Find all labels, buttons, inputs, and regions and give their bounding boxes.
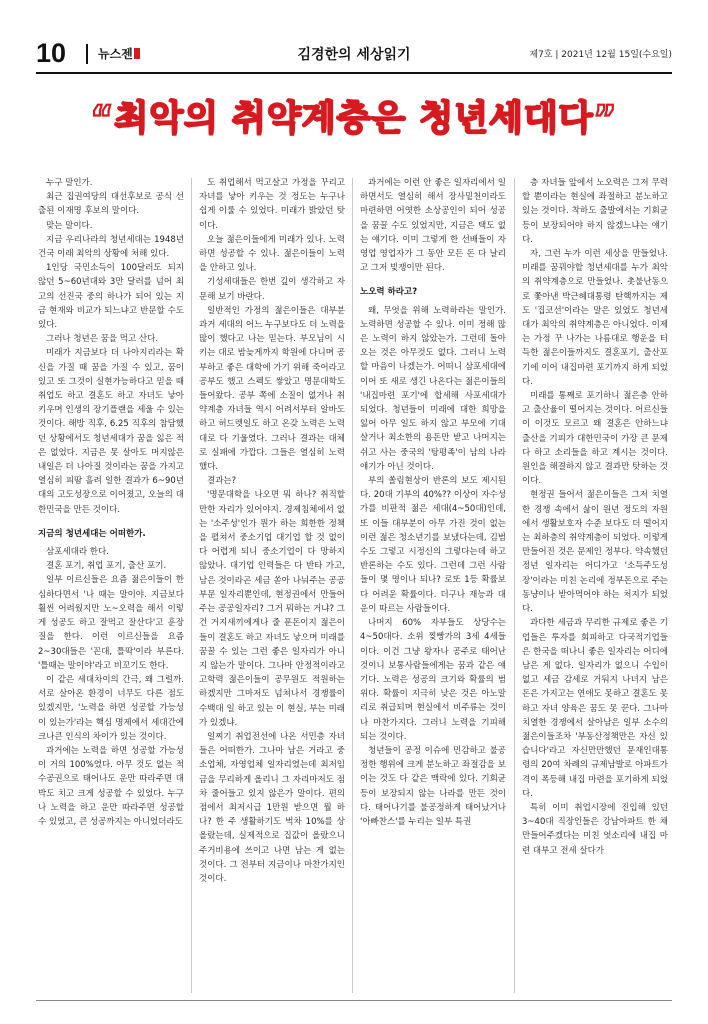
paragraph: 누구 말인가. [46, 178, 93, 188]
paragraph: 과다한 세금과 무리한 규제로 좋은 기업들은 투자를 회피하고 다국적기업들은 한국을 떠나니 좋은 일자리는 어디에 남은 게 없다. 일자리가 없으니 수입이 없고 세금 감세로 거둬지 나녀지 남은 돈은 가지고는 연애도 못하고 결혼도 못하고 자녀 양육은 꿈도 못 꾼다. 그나마 치열한 경쟁에서 살아남은 일부 소수의 젊은이들조차 '부동산정책만은 자신 있습니다'라고 자신만만했던 문재인대통령의 20여 차례의 규제남발로 아파트가격이 폭등해 내집 마련을 포기하게 되었다. [522, 618, 668, 799]
paragraph: 미래가 지금보다 더 나아지리라는 확신을 가질 때 꿈을 가질 수 있고, 꿈이 있고 또 그것이 실현가능하다고 믿을 때 취업도 하고 결혼도 하고 자녀도 낳아 키우며 인생의 장기플랜을 세울 수 있는 것이다. 해방 직후, 6.25 직후의 참담했던 상황에서도 청년세대가 꿈을 잃은 적은 없었다. 지금은 못 살아도 머지않은 내일은 더 나아질 것이라는 꿈을 가지고 열심히 피땀 흘려 일한 결과가 6~90년대의 고도성장으로 이어졌고, 오늘의 대한민국을 만든 것이다. [38, 348, 184, 515]
subheading: 지금의 청년세대는 어떠한가. [38, 528, 146, 539]
column-4 [522, 176, 668, 998]
paragraph: 최근 집권여당의 대선후보로 공식 선출된 이재명 후보의 말이다. [38, 192, 184, 217]
paragraph: 자, 그런 누가 이런 세상을 만들었나. 미래를 꿈꿔야할 청년세대를 누가 최악의 취약계층으로 만들었나. 촛불난동으로 쫓아낸 박근혜대통령 탄핵까지는 제도 '집코선'이라는 말은 있었도 청년세대가 최악의 취약계층은 아니었다. 이제는 가정 꾸 나가는 나름대로 행운을 터득한 젊은이들까지도 결혼포기, 출산포기에 이어 내집마련 포기까지 하게 되었다. [522, 249, 668, 387]
paragraph: 기성세대들은 한번 깊이 생각하고 자문해 보기 바란다. [199, 277, 345, 302]
subheading: 노오력 하라고? [360, 287, 418, 298]
section-title: 김경한의 세상읽기 [297, 47, 411, 63]
paragraph: 오늘 젊은이들에게 미래가 있나. 노력하면 성공할 수 있나. 젊은이들이 노력을 안하고 있나. [199, 234, 345, 274]
column-2 [199, 176, 345, 998]
paragraph: 삼포세대라 한다. [46, 547, 109, 558]
paragraph: 과거에는 이런 안 좋은 일자리에서 일하면서도 열심히 해서 장사밑천이라도 마련하면 어엿한 소상공인이 되어 성공을 꿈꿀 수도 있었지만, 지금은 택도 없는 얘기다. 이미 그렇게 한 선배들이 자영업 영업자가 그 동안 모든 돈 다 날리고 그저 빚쟁이만 된다. [360, 178, 506, 274]
paragraph: 층 자녀들 앞에서 노오력은 그저 무력할 뿐이라는 현실에 좌절하고 분노하고 있는 것이다. 착하도 출발에서는 기회균등이 보장되어야 하지 않겠느냐는 얘기다. [522, 178, 668, 245]
paragraph: 일부 이르신들은 요즘 젊은이들이 한심하다면서 '나 때는 말이야. 지금보다 훨씬 어려웠지만 노~오력을 해서 이렇게 성공도 하고 잘먹고 잘산다'고 훈장질을 한다. 이런 이르신들을 요즘 2~30대들은 '꼰대, 틀딱'이라 부른다. '틀때는 말이야'라고 비꼬기도 한다. [38, 575, 184, 671]
header-rule [36, 72, 672, 74]
paragraph: 그러나 청년은 꿈을 먹고 산다. [46, 334, 159, 345]
paragraph: 결과는? [207, 476, 237, 487]
paragraph: 지금 우리나라의 청년세대는 1948년 건국 이래 최악의 상황에 처해 있다. [38, 234, 184, 260]
headline: “최악의 취약계층은 청년세대다” [90, 99, 618, 139]
paragraph: 나머지 60% 자부들도 상당수는 4~50대다. 소위 찢빵가의 3세 4세들이다. 이건 그냥 왕자나 공주로 태어난 것이니 보통사람들에게는 꿈과 같은 얘기다. 노력은 성공의 크기와 확률의 범위다. 확률이 지극히 낮은 것은 아노말리로 취급되며 현실에서 비주류는 것이나 마찬가지다. 그러니 노력을 기피해 되는 것이다. [360, 618, 506, 742]
paragraph: 왜, 무엇을 위해 노력하라는 말인가. 노력하면 성공할 수 있나. 이미 정해 많은 노력이 하지 않았는가. 그런데 돌아오는 것은 아무것도 없다. 그러니 노력할 마음이 나겠는가. 어떠니 삼포세대에 이어 또 새로 생긴 나온다는 젊은이들의 '내집마련 포기'에 합세해 사포세대가 되었다. 청년들이 미래에 대한 희망을 잃어 아무 일도 하지 않고 부모에 기대 살거나 최소한의 용돈만 받고 나머지는 쉬고 사는 중국의 '탕평족'이 남의 나라 얘기가 아닌 것이다. [360, 305, 506, 472]
page-number: 10 [36, 38, 67, 68]
column-3 [360, 176, 506, 998]
paragraph: 현정권 들어서 젊은이들은 그저 치열한 경쟁 속에서 삶이 원년 정도의 자원에서 생활보호자 수준 보다도 더 떨어지는 최하층의 취약계층이 되었다. 이렇게 만들어진 것은 문제인 정부다. 약속했던 정년 일자리는 어디가고 '소득주도성장'이라는 미친 논리에 정부돈으로 주는 동냥이나 받아먹어야 하는 처지가 되었다. [522, 490, 668, 615]
paragraph: 맞는 말이다. [46, 220, 93, 231]
column-1 [38, 176, 184, 998]
paragraph: 일반적인 가정의 젊은이들은 대부분 과거 세대의 어느 누구보다도 더 노력을 많이 했다고 나는 믿는다. 부모님이 시키는 대로 밤늦게까지 학원에 다니며 공부하고 좋은 대학에 가기 위해 죽어라고 공부도 했고 스펙도 쌓았고 명문대학도 들어왔다. 공부 쪽에 소질이 없거나 취약계층 자녀들 역시 어려서부터 알바도 하고 허드렛일도 하고 온갖 노력은 노력대로 다 기울였다. 그러나 결과는 대체로 실패에 가깝다. 그들은 열심히 노력했다. [199, 305, 345, 473]
article-body [38, 176, 670, 998]
paragraph: 부의 쏠림현상이 반론의 보도 제시된다. 20대 기부의 40%?? 이상이 자수성가를 비판적 젊은 세대(4~50대)인데, 또 이들 대부분이 아무 가진 것이 없는 이런 젊은 청소년기를 보냈다는데, 김범수도 그렇고 시정신의 그렇다는데 하고 반론하는 수도 있다. 그런데 그런 사람들이 몇 명이나 되나? 로또 1등 확률보다 어려운 확률이다. 더구나 재능과 대운이 따르는 사람들이다. [360, 476, 506, 614]
paragraph: 이 같은 세대차이의 간극, 왜 그럴까. 서로 살아온 환경이 너무도 다른 점도 있겠지만, '노력을 하면 성공할 가능성이 있는가'라는 핵심 명제에서 세대간에 크나큰 인식의 차이가 있는 것이다. [38, 674, 184, 742]
paragraph: 특히 이미 취업시장에 진입해 있던 3~40대 직장인들은 강남아파트 한 채 만들어주겠다는 미친 엇소리에 내집 마련 대부고 전세 살다가 [522, 802, 668, 856]
paragraph: 미래를 통째로 포기하니 젊은층 안하고 출산율이 떨어지는 것이다. 어르신들이 이것도 모르고 왜 결혼은 안하느냐 출산을 기피가 대한민국이 가장 큰 문제다 하고 소리들을 하고 계시는 것이다. 원인을 해결하지 않고 결과만 탓하는 것이다. [522, 391, 668, 487]
issue-info: 제7호 | 2021년 12월 15일(수요일) [529, 50, 672, 60]
page-header [36, 38, 672, 70]
paragraph: 과거에는 노력을 하면 성공할 가능성이 거의 100%였다. 아무 것도 없는 적수공권으로 태어나도 운만 따라주면 대박도 치고 크게 성공할 수 있었다. 누구나 노력을 하고 운만 따라주면 성공할 수 있었고, 큰 성공까지는 아니었더라도 [38, 745, 184, 827]
paragraph: 도 취업해서 먹고살고 가정을 꾸리고 자녀를 낳아 키우는 것 정도는 누구나 쉽게 이룰 수 있었다. 미래가 밝았던 탓이다. [199, 178, 345, 231]
paragraph: '명문대학을 나오면 뭐 하나? 취직할만한 자리가 있어야지. 경제침체에서 없는 '소주성'인가 뭔가 하는 희한한 정책을 펼쳐서 중소기업 대기업 할 것 없이 다 어렵게 되니 중소기업이 다 망하지 않았나. 대기업 인력들은 다 반타 가고, 남은 것이라곤 세금 쏟아 나눠주는 공공부문 일자리뿐인데, 현정권에서 만들어주는 공공일자리? 그거 뭐하는 거냐? 그건 거지새끼에게나 줄 푼돈이지 젊은이들이 결혼도 하고 자녀도 낳으며 미래를 꿈꿀 수 있는 그런 좋은 일자리가 아니지 않는가 말이다. 그나마 안정적이라고 고학력 젊은이들이 공무원도 적원하는 하겠지만 그마저도 넘쳐나서 경쟁률이 수백대 일 하고 있는 이 현실, 부는 미래가 있겠냐. [199, 490, 345, 728]
paragraph: 1인당 국민소득이 100달러도 되지 않던 5~60년대와 3만 달러를 넘어 최고의 선진국 중의 하나가 되어 있는 지금 현재와 비교가 되느냐고 반문할 수도 있다. [38, 263, 184, 331]
footer-rule [36, 1000, 672, 1001]
logo-text: 뉴스젠 [98, 47, 133, 61]
paragraph: 청년들이 공정 이슈에 민감하고 불공정한 행위에 크게 분노하고 좌절감을 보이는 것도 다 같은 맥락에 있다. 기회균등이 보장되지 않는 나라를 만든 것이다. 태어나기를 불공정하게 태어났거나 '아빠찬스'를 누리는 일부 특권 [360, 745, 506, 827]
paragraph: 결혼 포기, 취업 포기, 출산 포기. [46, 561, 167, 572]
paragraph: 일찌기 취업전선에 나온 서민층 자녀들은 어떠한가. 그나마 남은 거라고 중소업체, 자영업체 일자리였는데 최저임금을 무리하게 올리니 그 자리마저도 점차 줄어들고 있지 않은가 말이다. 편의점에서 최저시급 1만원 받으면 뭘 하나? 한 주 생활하기도 벅차 10%를 상 올랐는데, 실제적으로 집값이 올랐으니 주거비용에 쓰이고 나면 남는 게 없는 것이다. 그 전부터 지금이나 마찬가지인 것이다. [199, 731, 345, 884]
